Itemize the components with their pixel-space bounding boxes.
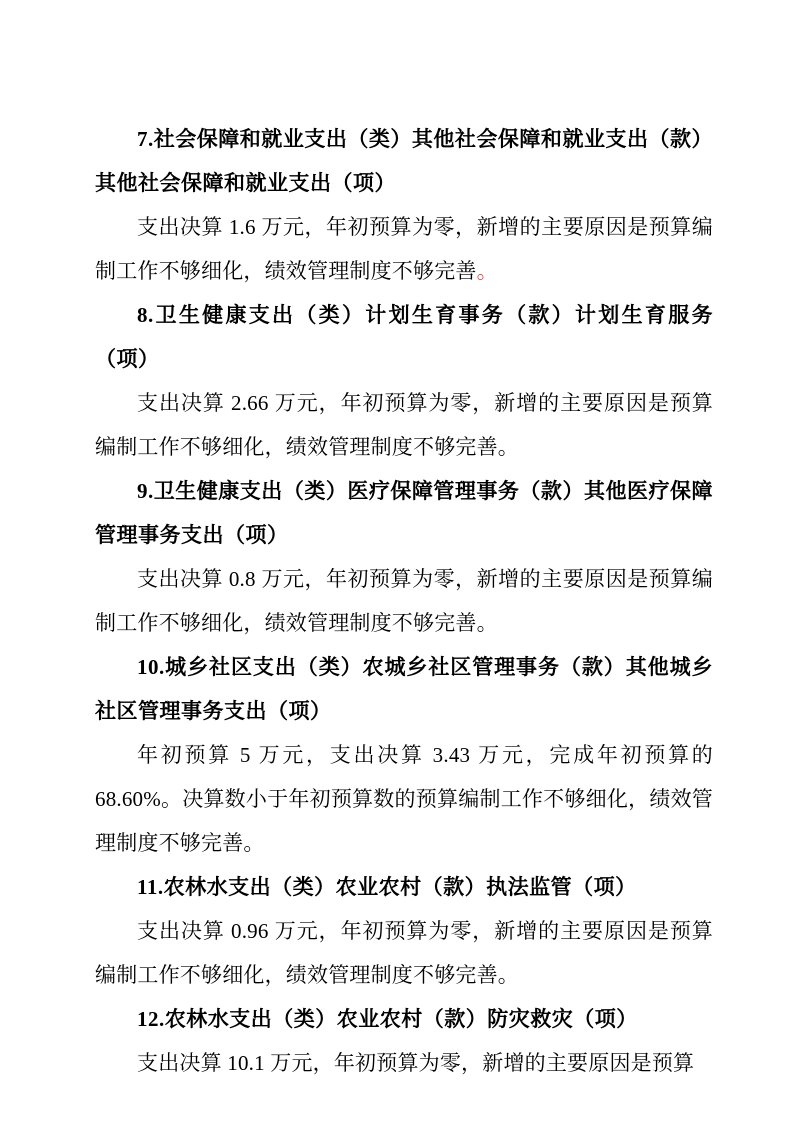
document-content [95,117,713,1085]
section-heading: 8.卫生健康支出（类）计划生育事务（款）计划生育服务（项） [95,303,713,371]
section-12 [95,997,713,1085]
section-7 [95,117,713,293]
section-heading: 12.农林水支出（类）农业农村（款）防灾救灾（项） [137,1007,638,1031]
section-heading: 7.社会保障和就业支出（类）其他社会保障和就业支出（款）其他社会保障和就业支出（项） [95,127,713,195]
paragraph-text: 支出决算 1.6 万元，年初预算为零，新增的主要原因是预算编制工作不够细化，绩效管理制度不够完善 [95,215,713,283]
section-11 [95,865,713,997]
section-heading: 11.农林水支出（类）农业农村（款）执法监管（项） [137,875,637,899]
section-10 [95,645,713,865]
section-8 [95,293,713,469]
section-paragraph: 支出决算 10.1 万元，年初预算为零，新增的主要原因是预算 [137,1051,695,1075]
section-9 [95,469,713,645]
section-paragraph: 年初预算 5 万元，支出决算 3.43 万元，完成年初预算的 68.60%。决算数小于年初预算数的预算编制工作不够细化，绩效管理制度不够完善。 [95,743,713,855]
section-heading: 9.卫生健康支出（类）医疗保障管理事务（款）其他医疗保障管理事务支出（项） [95,479,713,547]
section-heading: 10.城乡社区支出（类）农城乡社区管理事务（款）其他城乡社区管理事务支出（项） [95,655,713,723]
section-paragraph: 支出决算 0.8 万元，年初预算为零，新增的主要原因是预算编制工作不够细化，绩效管理制度不够完善。 [95,567,713,635]
red-period: 。 [476,259,498,283]
section-paragraph [95,205,713,293]
section-paragraph: 支出决算 2.66 万元，年初预算为零，新增的主要原因是预算编制工作不够细化，绩效管理制度不够完善。 [95,391,713,459]
section-paragraph: 支出决算 0.96 万元，年初预算为零，新增的主要原因是预算编制工作不够细化，绩效管理制度不够完善。 [95,919,713,987]
